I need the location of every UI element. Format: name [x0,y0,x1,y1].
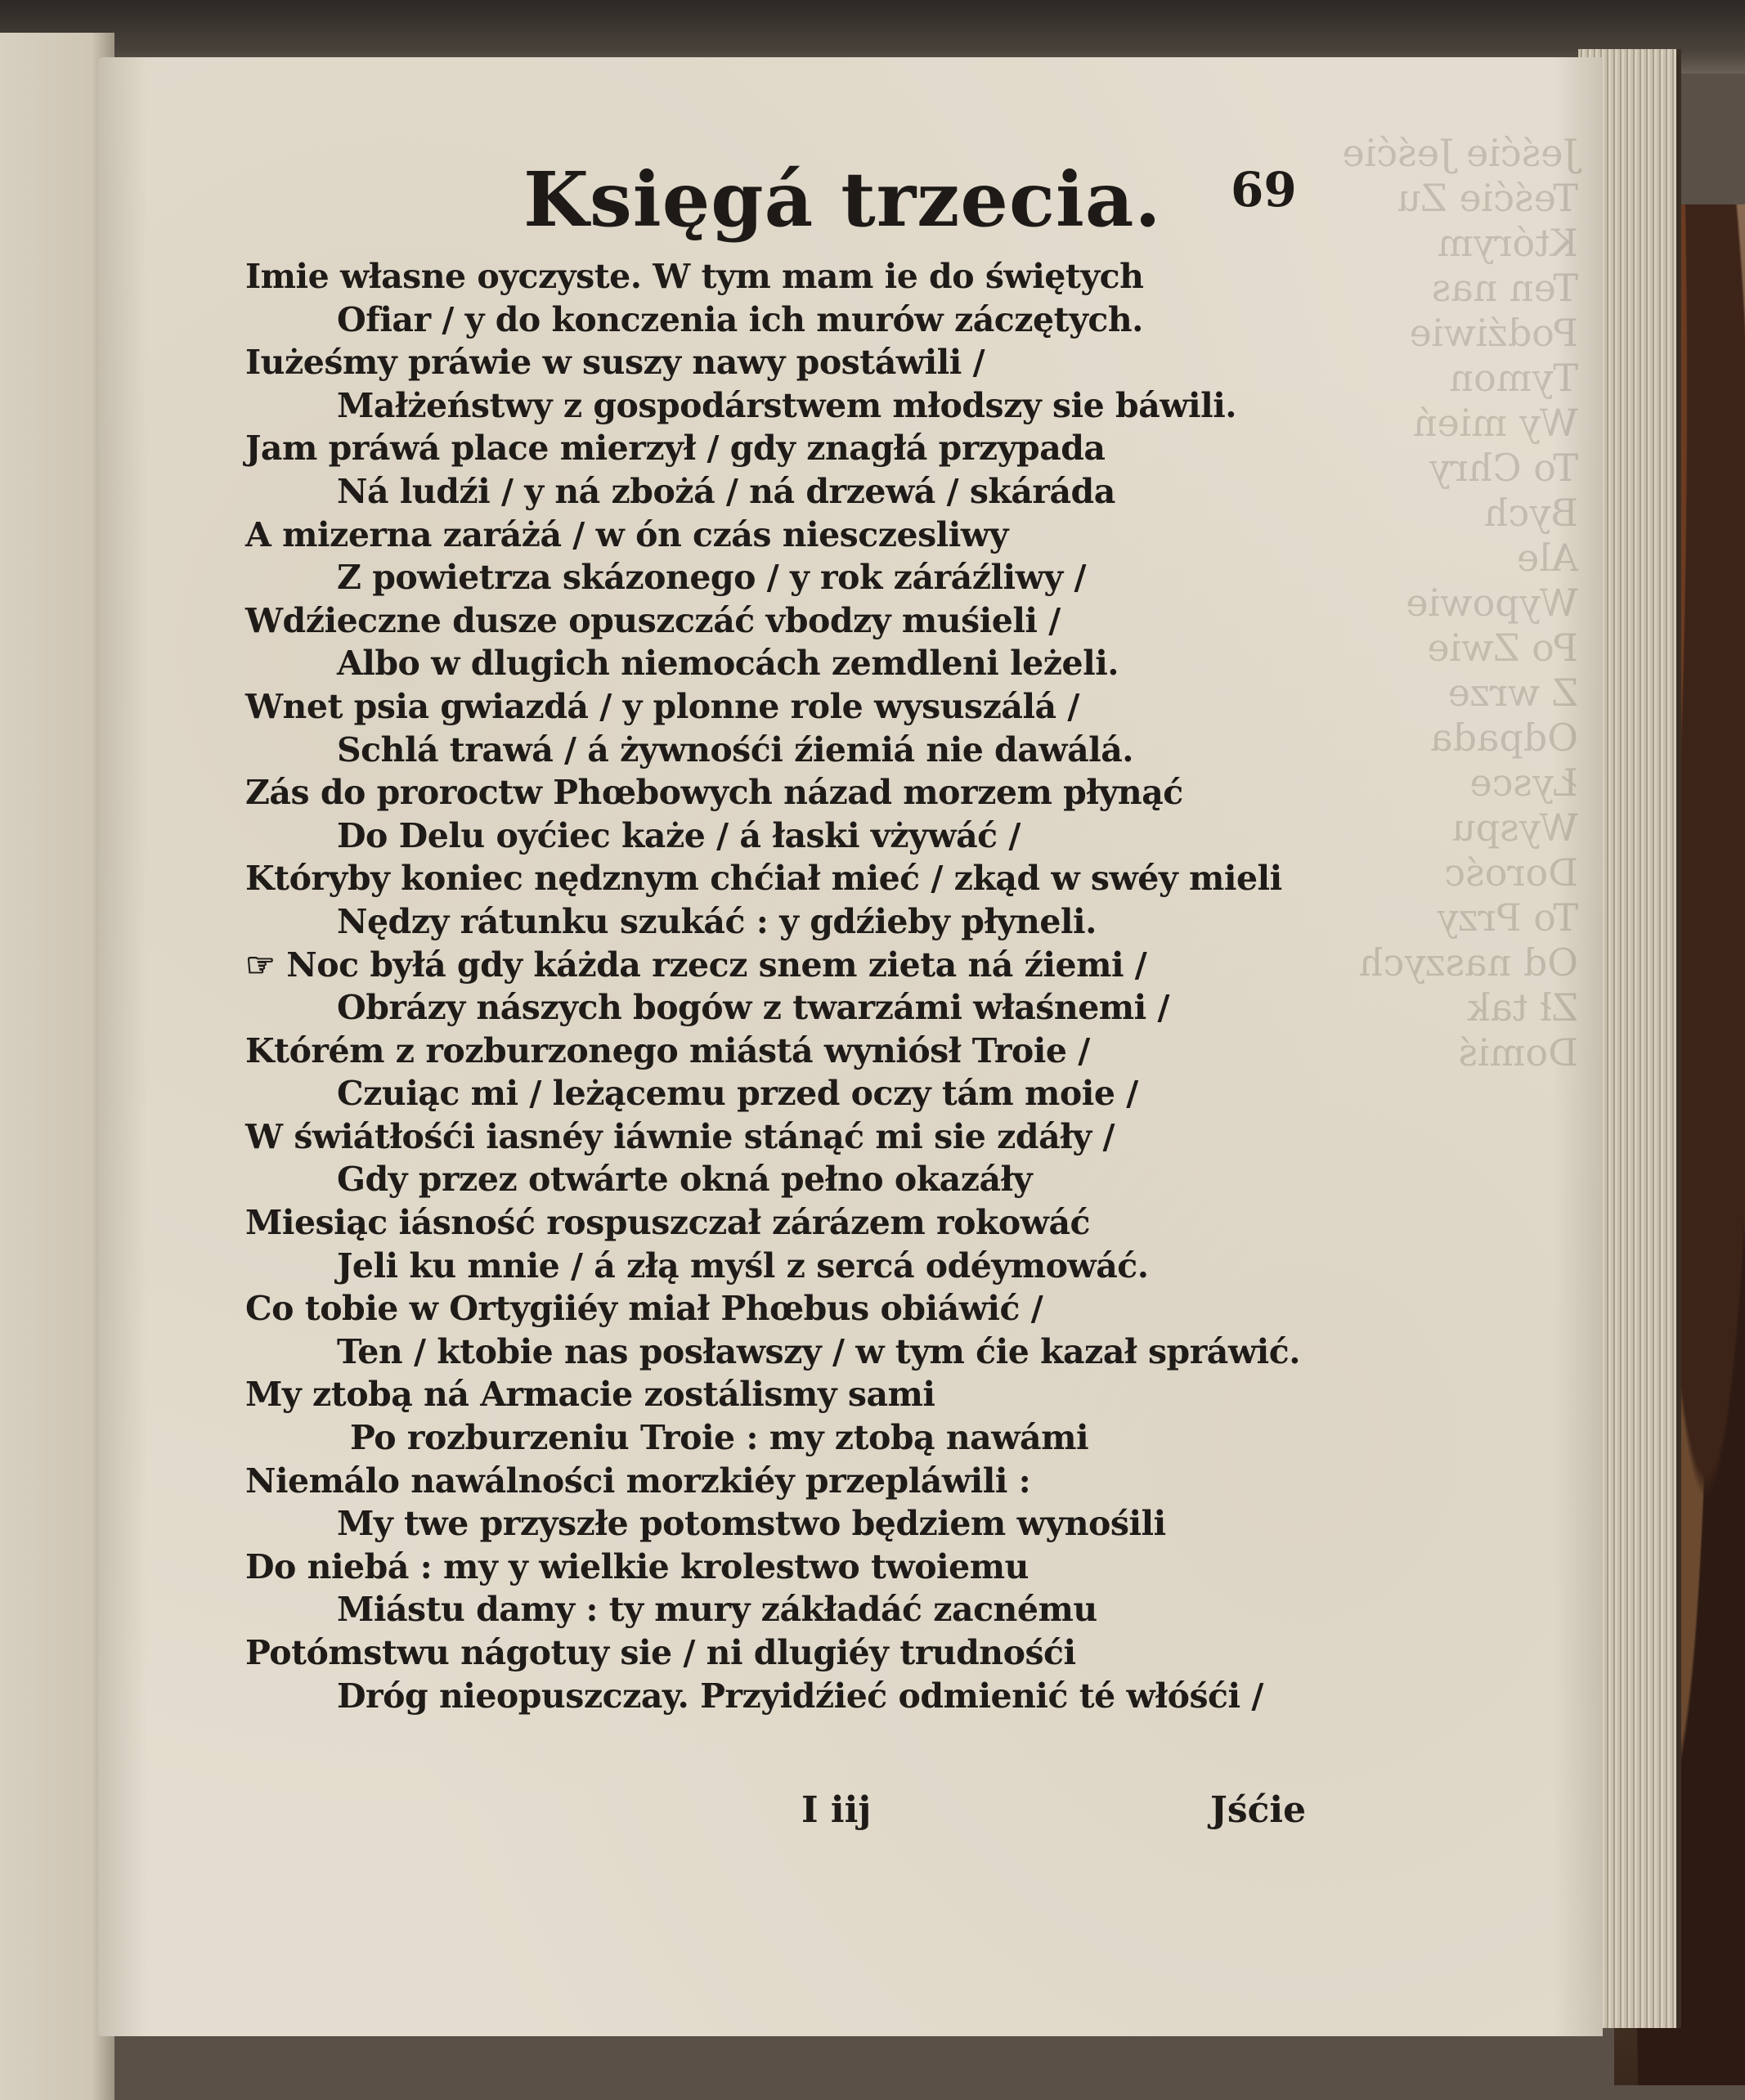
verse-line: Ofiar / y do konczenia ich murów záczętych. [337,299,1143,339]
verse-line: Obrázy nászych bogów z twarzámi właśnemi / [337,988,1169,1028]
verse-line: Jam práwá place mierzył / gdy znagłá przypada [245,429,1106,469]
verse-line: A mizerna zaráżá / w ón czás niesczesliwy [245,514,1008,554]
verse-line: Z powietrza skázonego / y rok záráźliwy / [337,558,1086,598]
verse-line: Wdźieczne dusze opuszczáć vbodzy muśieli / [245,600,1061,640]
verse-line: Iużeśmy práwie w suszy nawy postáwili / [245,343,985,383]
verse-line: Nędzy rátunku szukáć : y gdźieby płyneli. [337,901,1097,941]
verse-line: Miesiąc iásność rospuszczał zárázem rokowáć [245,1203,1091,1243]
verse-line: Któryby koniec nędznym chćiał mieć / zkąd w swéy mieli [245,859,1282,899]
verse-line: Po rozburzeniu Troie : my ztobą nawámi [350,1418,1089,1458]
signature-mark: I iij [801,1789,872,1831]
bleed-through-text: Jeśćie Jeśćie Teśćie Zu Którym Ten nas Podźiwie Tymon Wy mień To Chry Bych Ale Wypowie Po Zwie Z wrze Odpada Łysce Wyspu Dorośc To Przy Od naszych Zł tak Domiś [1342,131,1578,1075]
verse-line: Dróg nieopuszczay. Przyidźieć odmienić té włóśći / [337,1676,1263,1716]
facing-page-edge [0,33,114,2100]
page-number: 69 [1231,162,1297,218]
page-header [523,155,1341,254]
verse-line: Co tobie w Ortygiiéy miał Phœbus obiáwić / [245,1289,1043,1329]
verse-line: Schlá trawá / á żywnośći źiemiá nie dawálá. [337,729,1134,770]
verse-line: Zás do proroctw Phœbowych názad morzem płynąć [245,773,1183,813]
verse-line: Niemálo nawálności morzkiéy przepláwili : [245,1461,1031,1501]
running-title: Księgá trzecia. [523,155,1162,244]
verse-line: Którém z rozburzonego miástá wyniósł Troie / [245,1030,1090,1070]
verse-line: Ten / ktobie nas posławszy / w tym ćie kazał spráwić. [337,1331,1300,1371]
verse-line: My ztobą ná Armacie zostálismy sami [245,1375,935,1415]
verse-line: W świátłośći iasnéy iáwnie stánąć mi sie zdáły / [245,1116,1115,1156]
verse-line: Albo w dlugich niemocách zemdleni leżeli. [337,644,1119,684]
verse-line: My twe przyszłe potomstwo będziem wynośili [337,1504,1166,1544]
verse-line: Miástu damy : ty mury zákładáć zacnému [337,1590,1097,1630]
verse-line: Ná ludźi / y ná zbożá / ná drzewá / skáráda [337,471,1115,511]
verse-line: Małżeństwy z gospodárstwem młodszy sie báwili. [337,385,1237,425]
verse-line: Czuiąc mi / leżącemu przed oczy tám moie / [337,1074,1138,1114]
verse-line: Wnet psia gwiazdá / y plonne role wysuszálá / [245,686,1079,726]
catchword: Jśćie [1210,1789,1307,1831]
verse-line: Do niebá : my y wielkie krolestwo twoiemu [245,1546,1029,1586]
verse-line: Do Delu oyćiec każe / á łaski vżywáć / [337,815,1021,855]
verse-line-paragraph [245,944,1210,987]
verse-line: Jeli ku mnie / á złą myśl z sercá odéymowáć. [337,1245,1149,1286]
verse-text [245,255,1300,1717]
page-footer [801,1789,1325,1846]
verse-line: Gdy przez otwárte okná pełno okazáły [337,1160,1033,1200]
verse-line-text: Noc byłá gdy káżda rzecz snem zieta ná źiemi / [286,945,1147,985]
paragraph-mark-icon: ☞ [245,945,276,985]
verse-line: Imie własne oyczyste. W tym mam ie do świętych [245,257,1144,296]
verse-line: Potómstwu nágotuy sie / ni dlugiéy trudnośći [245,1633,1076,1672]
